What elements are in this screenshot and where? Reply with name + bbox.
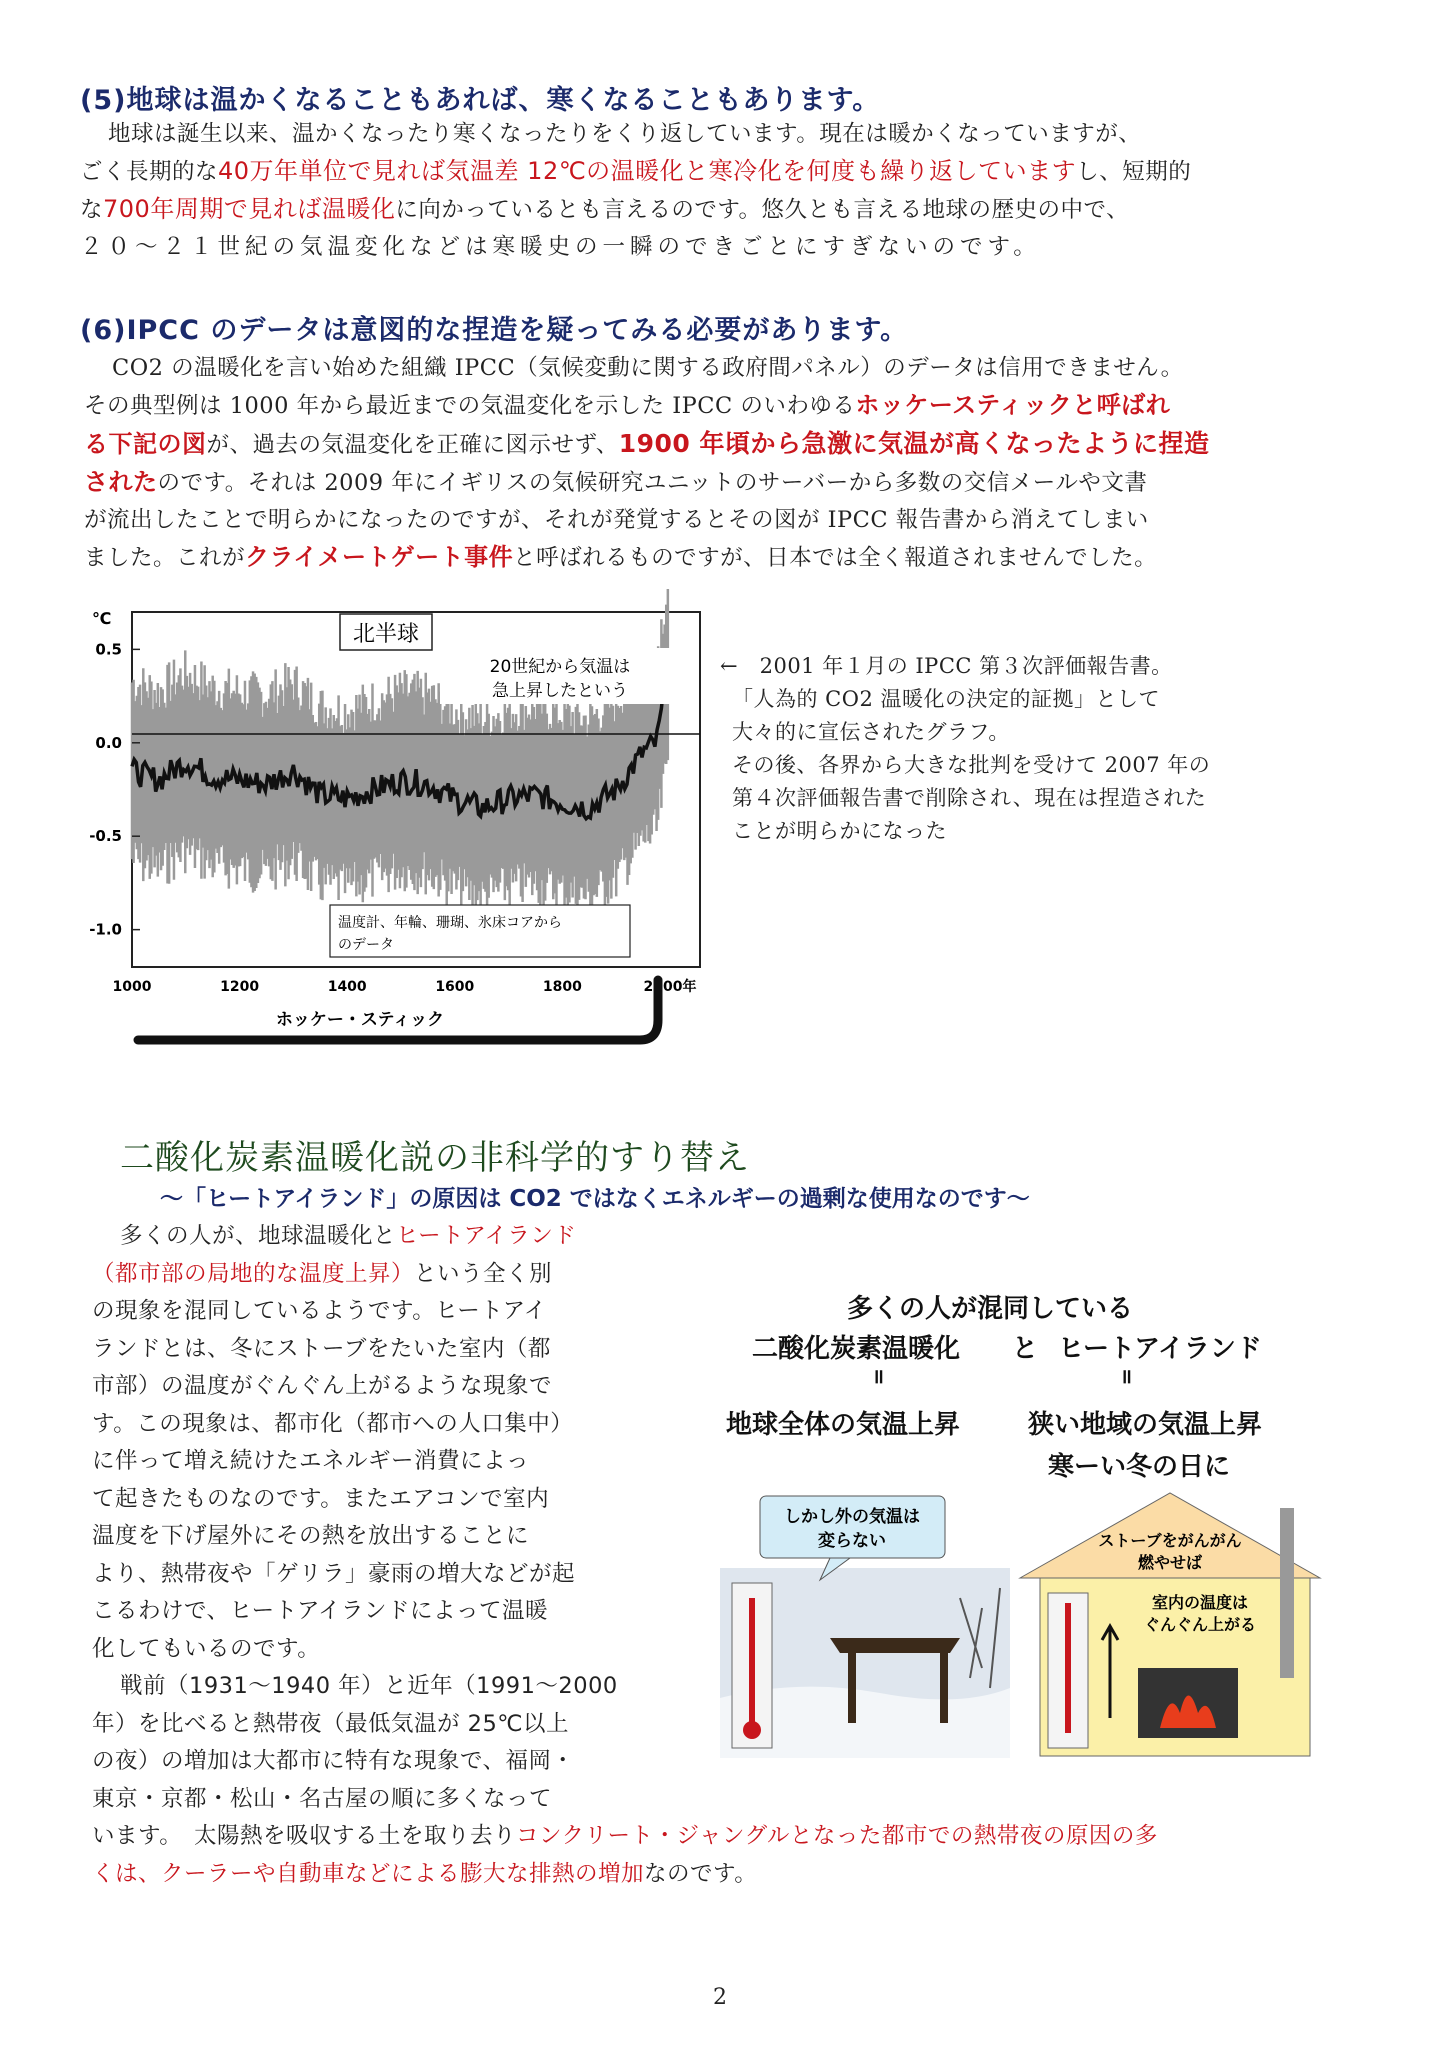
compare-heading: 多くの人が混同している	[846, 1294, 1133, 1324]
x-tick-label: 1000	[112, 979, 152, 995]
y-axis-unit: ℃	[92, 609, 112, 628]
compare-winter: 寒ーい冬の日に	[1048, 1452, 1231, 1482]
highlight-text: くは、クーラーや自動車などによる膨大な排熱の増加	[92, 1860, 645, 1887]
compare-equals-left: ॥	[872, 1364, 884, 1388]
text: のです。それは 2009 年にイギリスの気候研究ユニットのサーバーから多数の交信メールや文書	[157, 470, 1148, 496]
text: な	[80, 197, 104, 223]
section6-line: CO2 の温暖化を言い始めた組織 IPCC（気候変動に関する政府間パネル）のデータは信用できません。	[112, 355, 1184, 381]
text: います。 太陽熱を吸収する土を取り去り	[92, 1823, 516, 1849]
section7-line: て起きたものなのです。またエアコンで室内	[92, 1485, 550, 1512]
section6-body	[84, 350, 1384, 577]
section7-body	[92, 1218, 672, 1818]
bubble-line2: 変らない	[818, 1531, 886, 1551]
section5-line	[80, 153, 1380, 191]
section5-body	[80, 116, 1380, 266]
section6-line	[84, 425, 1384, 464]
chart-note-line: 大々的に宣伝されたグラフ。	[732, 720, 1010, 744]
section7-title: 二酸化炭素温暖化説の非科学的すり替え	[120, 1138, 750, 1178]
section6-line	[84, 387, 1384, 425]
x-tick-label: 1800	[542, 979, 582, 995]
text: と呼ばれるものですが、日本では全く報道されませんでした。	[513, 545, 1158, 571]
hockey-stick-chart	[60, 600, 697, 1050]
gazebo-roof	[830, 1638, 960, 1653]
chart-note-line: ことが明らかになった	[732, 819, 947, 843]
highlight-text: コンクリート・ジャングルとなった都市での熱帯夜の原因の多	[515, 1823, 1158, 1849]
highlight-text: クライメートゲート事件	[245, 543, 514, 571]
section7-line: 年）を比べると熱帯夜（最低気温が 25℃以上	[92, 1710, 570, 1737]
highlight-text: された	[84, 468, 158, 496]
roof-line1: ストーブをがんがん	[1098, 1531, 1242, 1550]
highlight-text: ホッケースティックと呼ばれ	[855, 391, 1171, 419]
compare-equals-right: ॥	[1120, 1364, 1132, 1388]
section7-line: 化してもいるのです。	[92, 1635, 321, 1662]
section7-line: より、熱帯夜や「ゲリラ」豪雨の増大などが起	[92, 1560, 576, 1587]
section7-subtitle: ～「ヒートアイランド」の原因は CO2 ではなくエネルギーの過剰な使用なのです～	[160, 1186, 1030, 1212]
section5-line: 地球は誕生以来、温かくなったり寒くなったりをくり返しています。現在は暖かくなっていますが、	[108, 121, 1142, 147]
highlight-text: る下記の図	[84, 430, 207, 458]
gazebo-post	[940, 1653, 948, 1723]
section5-title: (5)地球は温かくなることもあれば、寒くなることもあります。	[80, 85, 881, 116]
x-tick-label: 1200	[220, 979, 260, 995]
section7-line	[92, 1818, 1412, 1856]
section6-line: が流出したことで明らかになったのですが、それが発覚するとその図が IPCC 報告書から消えてしまい	[84, 507, 1149, 533]
compare-right-bottom: 狭い地域の気温上昇	[1028, 1410, 1263, 1440]
compare-left-top: 二酸化炭素温暖化	[752, 1334, 961, 1364]
bubble-line1: しかし外の気温は	[784, 1507, 920, 1527]
hockey-stick-caption: ホッケー・スティック	[275, 1010, 445, 1030]
annotation-bottom-line2: のデータ	[338, 937, 394, 953]
section7-line: 市部）の温度がぐんぐん上がるような現象で	[92, 1373, 553, 1399]
section7-line: 温度を下げ屋外にその熱を放出することに	[92, 1523, 530, 1549]
section7-line	[92, 1856, 1412, 1894]
gazebo-post	[848, 1653, 856, 1723]
highlight-text: 1900 年頃から急激に気温が高くなったように捏造	[618, 429, 1210, 458]
section7-line: こるわけで、ヒートアイランドによって温暖	[92, 1598, 548, 1624]
chimney-pipe	[1280, 1508, 1294, 1678]
x-tick-label: 1400	[327, 979, 367, 995]
chart-note-line: 「人為的 CO2 温暖化の決定的証拠」として	[732, 687, 1160, 711]
section7-line: す。この現象は、都市化（都市への人口集中）	[92, 1410, 574, 1437]
section7-line: の夜）の増加は大都市に特有な現象で、福岡・	[92, 1748, 575, 1774]
y-tick-label: 0.0	[95, 733, 122, 752]
text: その典型例は 1000 年から最近までの気温変化を示した IPCC のいわゆる	[84, 393, 856, 419]
highlight-text: 40万年単位で見れば気温差 12℃の温暖化と寒冷化を何度も繰り返しています	[218, 157, 1077, 185]
chart-note-line: 第４次評価報告書で削除され、現在は捏造された	[732, 786, 1207, 810]
text: ごく長期的な	[80, 159, 219, 185]
x-tick-label: 2000年	[643, 979, 697, 995]
highlight-text: （都市部の局地的な温度上昇）	[92, 1260, 415, 1287]
section7-line: 戦前（1931～1940 年）と近年（1991～2000	[120, 1673, 618, 1699]
section7-line: 東京・京都・松山・名古屋の順に多くなって	[92, 1785, 553, 1812]
chart-note	[720, 650, 1210, 848]
thermometer-bulb	[743, 1721, 761, 1739]
section6-line	[84, 539, 1384, 577]
text: が、過去の気温変化を正確に図示せず、	[206, 432, 619, 458]
section7-line	[92, 1256, 672, 1294]
highlight-text: ヒートアイランド	[396, 1223, 577, 1249]
section6-line	[84, 464, 1384, 502]
section7-tail	[92, 1818, 1412, 1893]
compare-right-top: ヒートアイランド	[1058, 1334, 1262, 1364]
compare-left-bottom: 地球全体の気温上昇	[726, 1410, 961, 1440]
text: なのです。	[644, 1860, 758, 1887]
text: という全く別	[414, 1260, 553, 1287]
section6-title: (6)IPCC のデータは意図的な捏造を疑ってみる必要があります。	[80, 315, 909, 346]
compare-and: と	[1012, 1334, 1039, 1364]
text: ました。これが	[84, 545, 246, 571]
inside-line2: ぐんぐん上がる	[1143, 1615, 1257, 1634]
y-tick-label: 0.5	[95, 640, 122, 659]
y-tick-label: -0.5	[89, 827, 122, 846]
chart-note-line: ← 2001 年１月の IPCC 第３次評価報告書。	[720, 654, 1173, 678]
section5-line: ２０～２１世紀の気温変化などは寒暖史の一瞬のできごとにすぎないのです。	[80, 234, 1041, 260]
x-tick-label: 1600	[435, 979, 475, 995]
text: 多くの人が、地球温暖化と	[120, 1223, 397, 1249]
annotation-top-line2: 急上昇したという	[492, 681, 628, 701]
inside-line1: 室内の温度は	[1151, 1593, 1249, 1612]
thermometer-mercury	[1065, 1603, 1071, 1733]
section7-line	[92, 1218, 672, 1256]
section7-line: ランドとは、冬にストーブをたいた室内（都	[92, 1335, 551, 1362]
heat-island-illustration	[720, 1488, 1340, 1760]
section7-line: の現象を混同しているようです。ヒートアイ	[92, 1298, 547, 1324]
section5-line	[80, 191, 1380, 229]
y-tick-label: -1.0	[89, 920, 122, 939]
thermometer-mercury	[749, 1598, 755, 1723]
text: に向かっているとも言えるのです。悠久とも言える地球の歴史の中で、	[395, 197, 1130, 223]
chart-title: 北半球	[352, 622, 420, 647]
text: し、短期的	[1076, 159, 1192, 185]
x-axis-ticks	[113, 978, 697, 995]
highlight-text: 700年周期で見れば温暖化	[103, 195, 396, 223]
annotation-top-line1: 20世紀から気温は	[489, 657, 631, 677]
annotation-bottom-line1: 温度計、年輪、珊瑚、氷床コアから	[338, 915, 562, 931]
roof-line2: 燃やせば	[1137, 1553, 1203, 1572]
page-number: 2	[713, 1985, 727, 2010]
section7-line: に伴って増え続けたエネルギー消費によっ	[92, 1448, 530, 1474]
chart-note-line: その後、各界から大きな批判を受けて 2007 年の	[732, 753, 1211, 777]
